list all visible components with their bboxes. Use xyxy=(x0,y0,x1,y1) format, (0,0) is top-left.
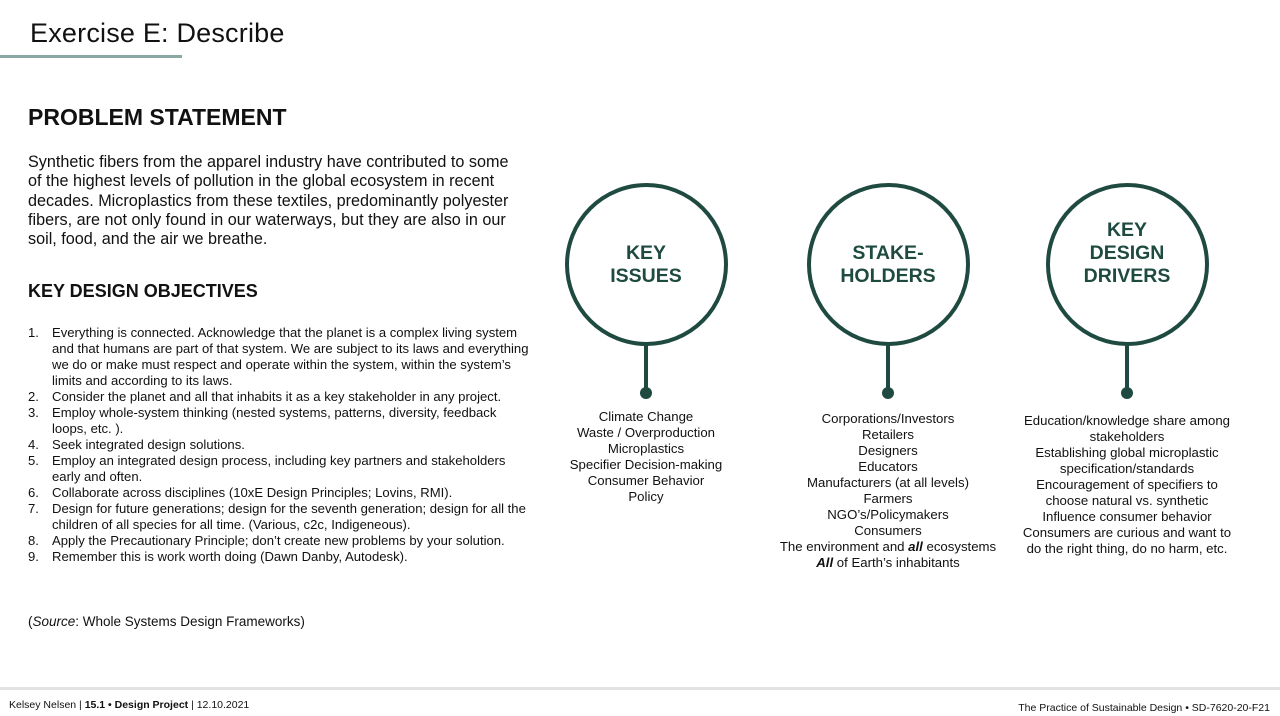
list-item: Encouragement of specifiers to xyxy=(1036,477,1218,492)
list-item xyxy=(28,325,533,389)
key-issues-label xyxy=(610,242,682,288)
source-open: ( xyxy=(28,614,33,629)
list-item: Retailers xyxy=(861,427,915,442)
title-underline xyxy=(0,55,182,58)
circle-label-line: DESIGN xyxy=(1089,242,1165,264)
list-item xyxy=(28,453,533,485)
list-text: Employ an integrated design process, including key partners and stakeholders early and often. xyxy=(52,453,506,484)
design-drivers-column xyxy=(1007,183,1247,557)
list-item: Designers xyxy=(858,443,918,458)
list-item xyxy=(780,539,996,555)
objectives-list xyxy=(28,325,533,565)
connector-dot xyxy=(1121,387,1133,399)
list-item: choose natural vs. synthetic xyxy=(1045,493,1209,508)
list-number: 9. xyxy=(28,549,39,564)
list-item xyxy=(28,485,533,501)
footer-author: Kelsey Nelsen | xyxy=(9,699,85,711)
list-text: Employ whole-system thinking (nested systems, patterns, diversity, feedback loops, etc. ). xyxy=(52,405,497,436)
connector-dot xyxy=(882,387,894,399)
design-drivers-label xyxy=(1084,219,1171,288)
footer-date: | 12.10.2021 xyxy=(188,699,250,711)
list-item: Policy xyxy=(628,489,664,504)
key-issues-list xyxy=(570,409,722,505)
circle-label-line: KEY xyxy=(625,241,667,264)
list-item xyxy=(28,437,533,453)
list-number: 1. xyxy=(28,325,39,340)
source-label: Source xyxy=(32,614,76,629)
list-item: Influence consumer behavior xyxy=(1042,509,1212,524)
design-drivers-circle xyxy=(1046,183,1209,346)
circle-label-line: HOLDERS xyxy=(840,264,936,287)
list-text: Collaborate across disciplines (10xE Design Principles; Lovins, RMI). xyxy=(52,485,453,500)
list-item xyxy=(28,533,533,549)
key-issues-circle xyxy=(565,183,728,346)
earth-text: of Earth’s inhabitants xyxy=(833,555,960,570)
circle-label-line: DRIVERS xyxy=(1083,265,1171,287)
list-item: Manufacturers (at all levels) xyxy=(807,475,969,490)
list-item: specification/standards xyxy=(1059,461,1195,476)
list-item: Specifier Decision-making xyxy=(569,457,723,472)
circle-label-line: KEY xyxy=(1106,219,1148,241)
footer-course: The Practice of Sustainable Design • SD-7620-20-F21 xyxy=(1018,702,1270,714)
list-item: Consumer Behavior xyxy=(587,473,705,488)
list-item: Farmers xyxy=(863,491,913,506)
list-item: do the right thing, do no harm, etc. xyxy=(1026,541,1228,556)
key-issues-column xyxy=(526,183,766,505)
list-item: Consumers xyxy=(854,523,922,538)
list-item xyxy=(28,405,533,437)
list-number: 2. xyxy=(28,389,39,404)
stakeholders-column xyxy=(768,183,1008,571)
list-item: Microplastics xyxy=(607,441,685,456)
list-item: Waste / Overproduction xyxy=(576,425,716,440)
connector-stem xyxy=(886,345,890,393)
list-text: Apply the Precautionary Principle; don’t create new problems by your solution. xyxy=(52,533,505,548)
list-number: 4. xyxy=(28,437,39,452)
list-item: Corporations/Investors xyxy=(821,411,955,426)
circle-label-line: STAKE- xyxy=(852,241,924,264)
stakeholders-label xyxy=(840,242,935,288)
list-number: 3. xyxy=(28,405,39,420)
connector-stem xyxy=(644,345,648,393)
page-title: Exercise E: Describe xyxy=(30,18,285,48)
footer-left xyxy=(9,699,249,711)
env-text-end: ecosystems xyxy=(922,539,997,554)
list-text: Seek integrated design solutions. xyxy=(52,437,245,452)
connector-stem xyxy=(1125,345,1129,393)
problem-heading: PROBLEM STATEMENT xyxy=(28,104,287,130)
design-drivers-list xyxy=(1023,413,1231,557)
list-item: Climate Change xyxy=(598,409,694,424)
list-text: Remember this is work worth doing (Dawn Danby, Autodesk). xyxy=(52,549,408,564)
list-item: Educators xyxy=(858,459,918,474)
list-item: Establishing global microplastic xyxy=(1035,445,1219,460)
circle-label-line: ISSUES xyxy=(610,264,682,287)
earth-emphasis: All xyxy=(816,555,834,570)
source-text: : Whole Systems Design Frameworks) xyxy=(75,614,305,629)
footer-project: 15.1 • Design Project xyxy=(84,699,189,711)
list-item xyxy=(28,389,533,405)
list-number: 6. xyxy=(28,485,39,500)
list-text: Design for future generations; design for the seventh generation; design for all the children of all species for all time. (Various, c2c, Indigeneous). xyxy=(52,501,526,532)
source-citation xyxy=(28,614,305,629)
list-item: NGO’s/Policymakers xyxy=(827,507,949,522)
problem-statement-text: Synthetic fibers from the apparel industry have contributed to some of the highest levels of pollution in the global ecosystem in recent decades. Microplastics from these textiles, predominantly polyester fibers, are not only found in our waterways, but they are also in our soil, food, and the air we breathe. xyxy=(28,153,509,249)
list-text: Everything is connected. Acknowledge that the planet is a complex living system and that humans are part of that system. We are subject to its laws and everything we do or make must respect and operate within the system, within the system’s limits and according to its laws. xyxy=(52,325,529,388)
list-item: Education/knowledge share among xyxy=(1023,413,1230,428)
stakeholders-circle xyxy=(807,183,970,346)
connector-dot xyxy=(640,387,652,399)
list-number: 8. xyxy=(28,533,39,548)
list-number: 5. xyxy=(28,453,39,468)
list-item: Consumers are curious and want to xyxy=(1022,525,1232,540)
objectives-heading: KEY DESIGN OBJECTIVES xyxy=(28,281,258,301)
list-item xyxy=(780,555,996,571)
list-text: Consider the planet and all that inhabits it as a key stakeholder in any project. xyxy=(52,389,502,404)
stakeholders-list xyxy=(780,411,996,571)
list-number: 7. xyxy=(28,501,39,516)
env-text: The environment and xyxy=(779,539,909,554)
list-item: stakeholders xyxy=(1089,429,1165,444)
list-item xyxy=(28,501,533,533)
env-emphasis: all xyxy=(908,539,923,554)
footer-divider xyxy=(0,687,1280,690)
list-item xyxy=(28,549,533,565)
